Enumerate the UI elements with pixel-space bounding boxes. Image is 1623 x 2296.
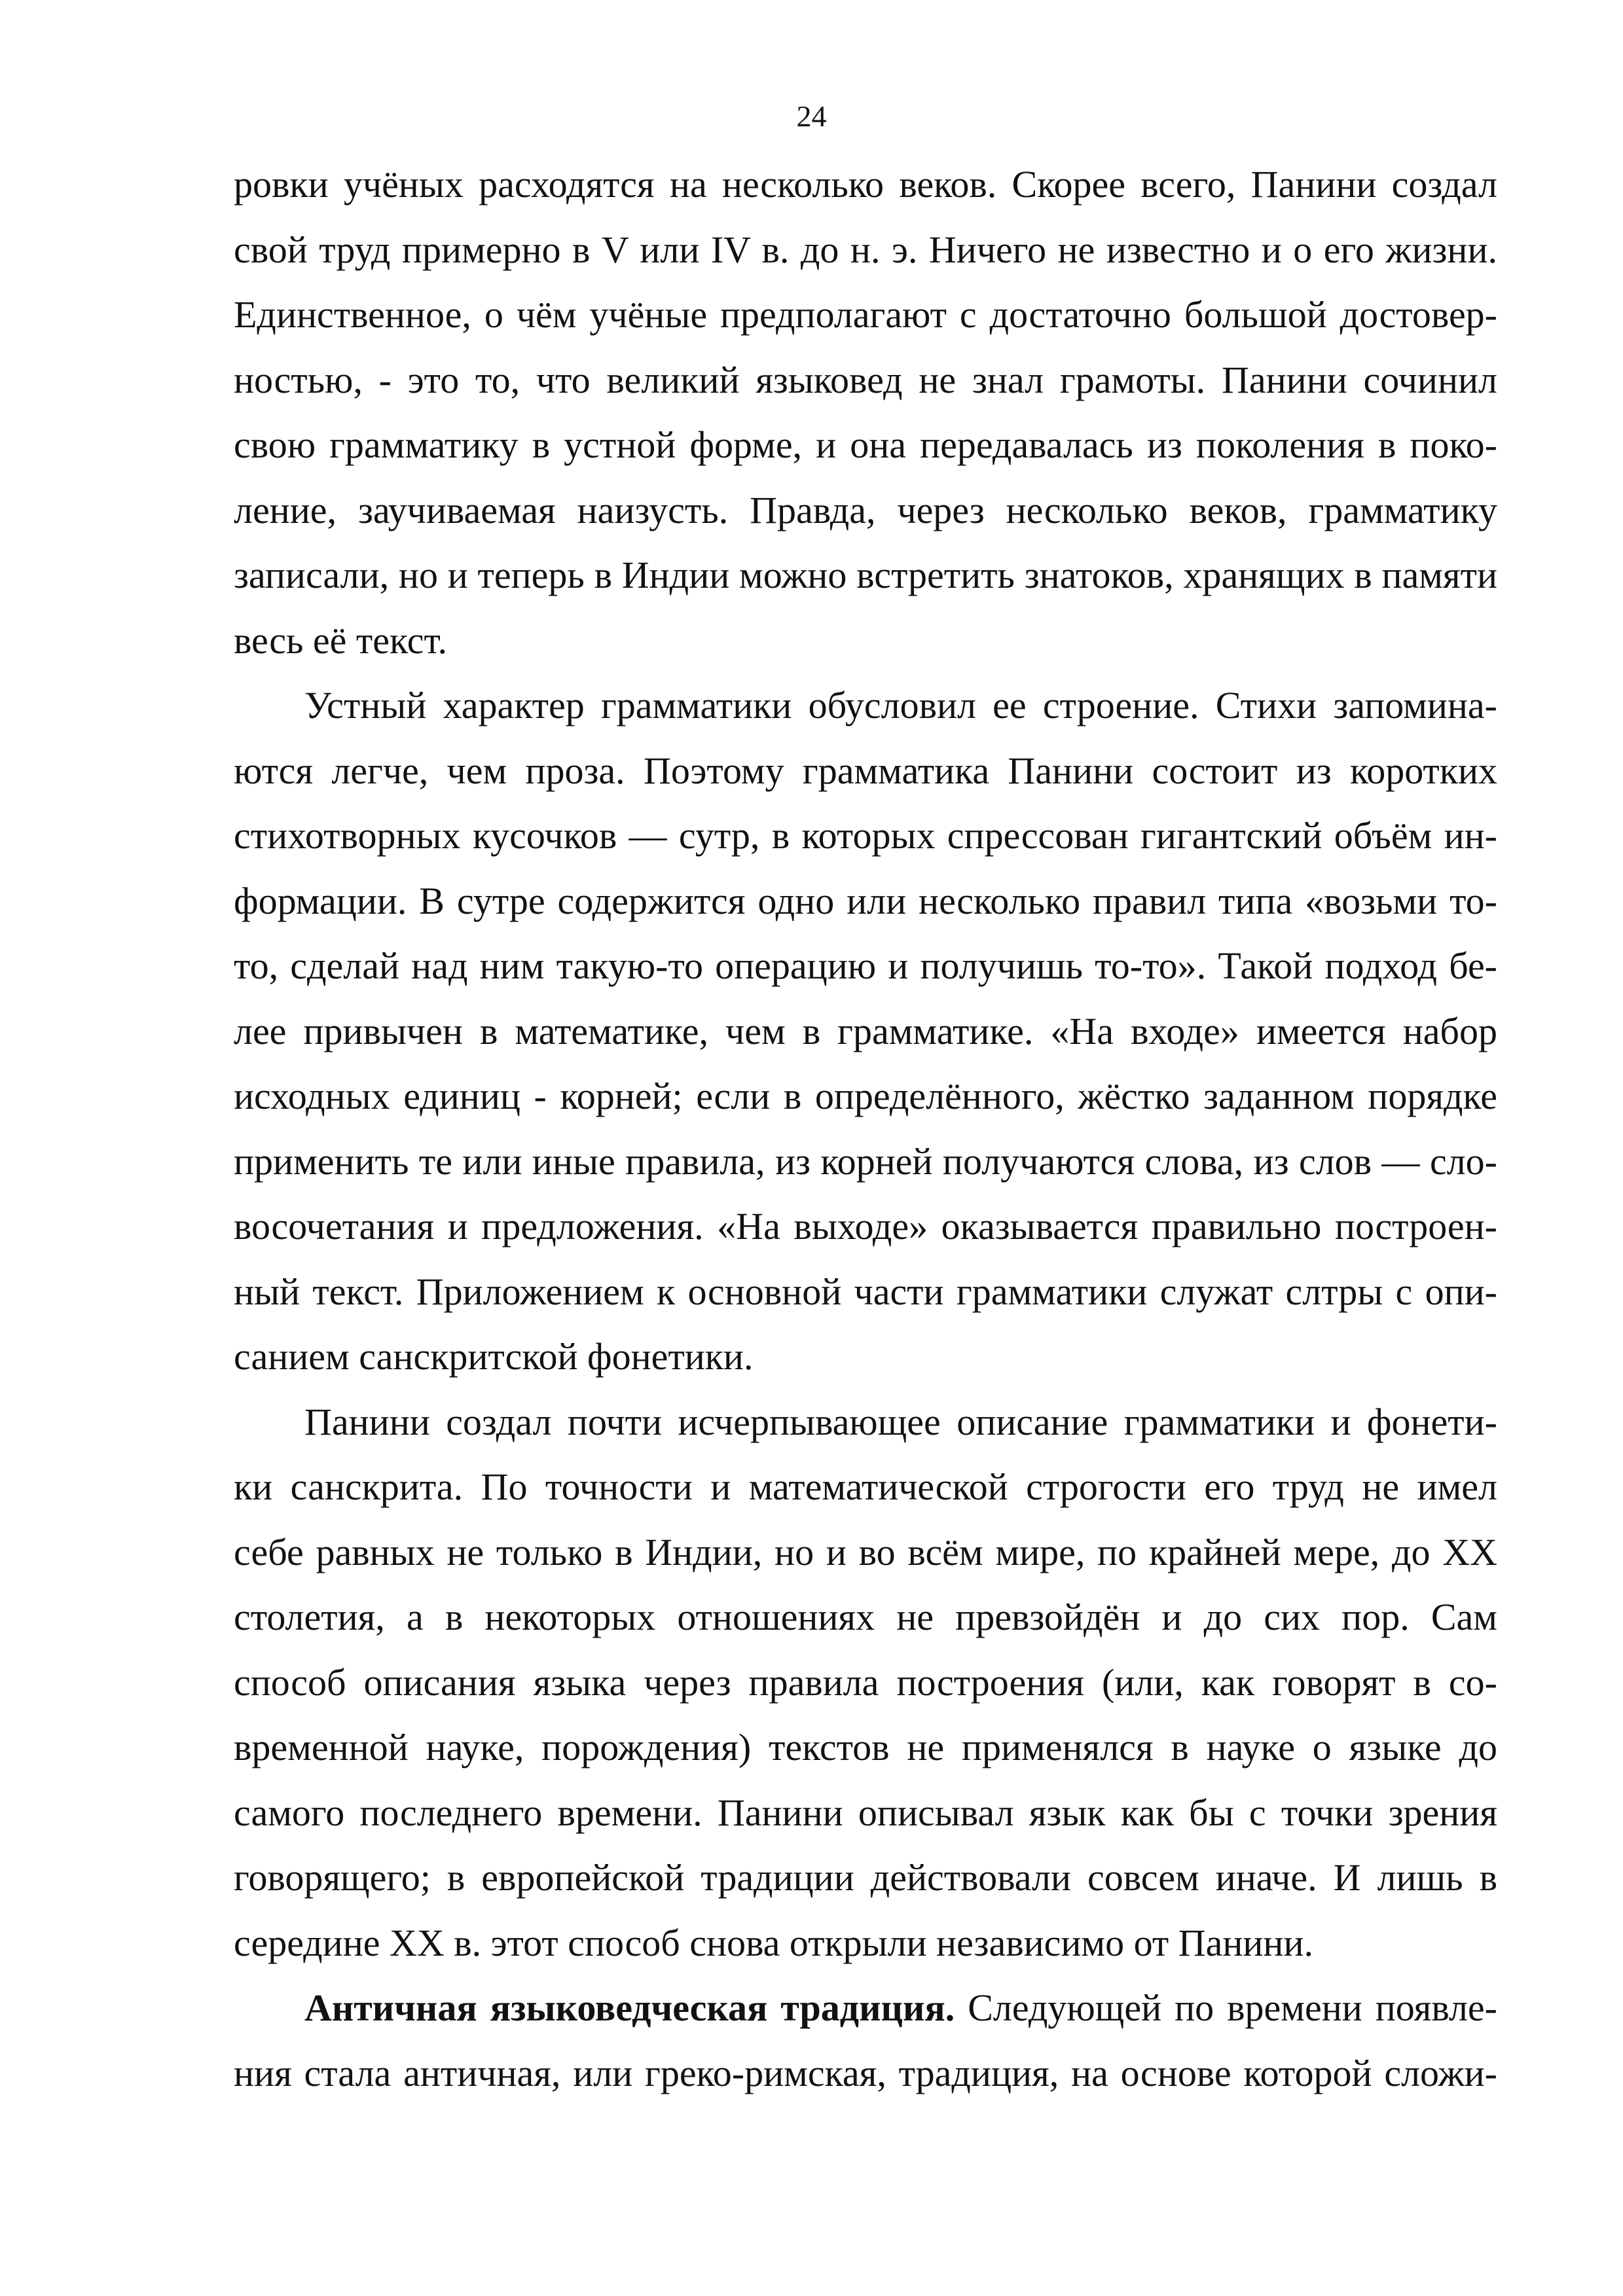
body-text: Следующей по времени появле- (955, 1986, 1497, 2029)
body-line: ния стала античная, или греко-римская, традиция, на основе которой сложи- (234, 2051, 1497, 2094)
body-line: ление, заучиваемая наизусть. Правда, через несколько веков, грамматику (234, 488, 1497, 531)
body-line: стихотворных кусочков — сутр, в которых спрессован гигантский объём ин- (234, 814, 1497, 857)
body-line: способ описания языка через правила построения (или, как говорят в со- (234, 1660, 1497, 1704)
body-line: себе равных не только в Индии, но и во всём мире, по крайней мере, до XX (234, 1530, 1497, 1573)
body-line: середине XX в. этот способ снова открыли независимо от Панини. (234, 1921, 1313, 1964)
body-line: то, сделай над ним такую-то операцию и получишь то-то». Такой подход бе- (234, 944, 1497, 987)
body-line: санием санскритской фонетики. (234, 1335, 754, 1378)
body-line: ровки учёных расходятся на несколько веков. Скорее всего, Панини создал (234, 163, 1497, 206)
body-line: ностью, - это то, что великий языковед не знал грамоты. Панини сочинил (234, 358, 1497, 401)
body-line: Устный характер грамматики обусловил ее строение. Стихи запомина- (304, 684, 1497, 726)
body-line: ки санскрита. По точности и математической строгости его труд не имел (234, 1465, 1497, 1508)
body-line: свою грамматику в устной форме, и она передавалась из поколения в поко- (234, 423, 1497, 466)
body-line: Панини создал почти исчерпывающее описание грамматики и фонети- (304, 1400, 1497, 1443)
body-line: лее привычен в математике, чем в грамматике. «На входе» имеется набор (234, 1009, 1497, 1052)
page-number: 24 (796, 99, 827, 133)
body-line: применить те или иные правила, из корней получаются слова, из слов — сло- (234, 1139, 1497, 1183)
body-line: весь её текст. (234, 619, 447, 662)
body-line: формации. В сутре содержится одно или несколько правил типа «возьми то- (234, 879, 1497, 922)
body-line: говорящего; в европейской традиции действовали совсем иначе. И лишь в (234, 1856, 1497, 1899)
body-line: временной науке, порождения) текстов не применялся в науке о языке до (234, 1726, 1497, 1768)
body-line: записали, но и теперь в Индии можно встретить знатоков, хранящих в памяти (234, 554, 1497, 596)
body-line: исходных единиц - корней; если в определённого, жёстко заданном порядке (234, 1075, 1497, 1117)
body-line: Единственное, о чём учёные предполагают с достаточно большой достовер- (234, 293, 1497, 336)
section-heading-line (234, 1975, 1497, 2041)
document-body (234, 152, 1497, 2106)
section-heading: Античная языковедческая традиция. (304, 1986, 955, 2029)
body-line: восочетания и предложения. «На выходе» оказывается правильно построен- (234, 1205, 1497, 1247)
body-line: свой труд примерно в V или IV в. до н. э. Ничего не известно и о его жизни. (234, 228, 1497, 271)
body-line: столетия, а в некоторых отношениях не превзойдён и до сих пор. Сам (234, 1596, 1497, 1638)
body-line: ются легче, чем проза. Поэтому грамматика Панини состоит из коротких (234, 749, 1497, 792)
body-line: ный текст. Приложением к основной части грамматики служат слтры с опи- (234, 1270, 1497, 1313)
body-line: самого последнего времени. Панини описывал язык как бы с точки зрения (234, 1791, 1497, 1834)
